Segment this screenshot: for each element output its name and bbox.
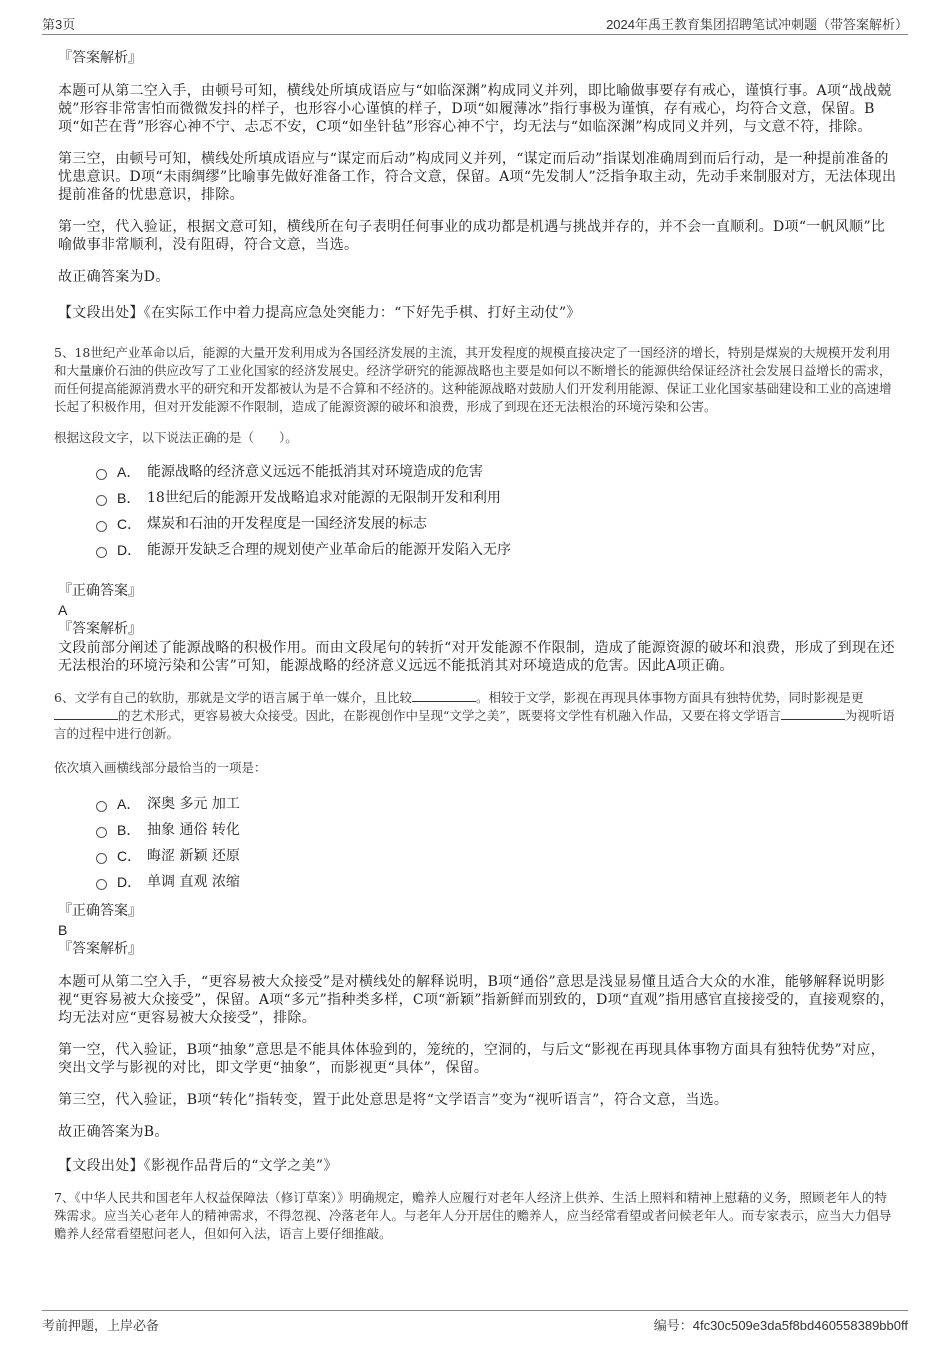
correct-answer: A (58, 602, 68, 618)
question-stem: 6、文学有自己的软肋，那就是文学的语言属于单一媒介，且比较 。相较于文学，影视在再现具体事物方面具有独特优势，同时影视是更的艺术形式，更容易被大众接受。因此，在影视创作中呈现“文学之美”，既要将文学性有机融入作品，又要在将文学语言 为视听语言的过程中进行创新。 (54, 690, 895, 741)
question-prompt: 根据这段文字，以下说法正确的是（ ）。 (54, 429, 298, 445)
correct-answer: B (58, 922, 68, 938)
option-list (96, 791, 898, 895)
source-citation: 【文段出处】《在实际工作中着力提高应急处突能力：“下好先手棋、打好主动仗”》 (58, 305, 581, 321)
radio-button[interactable] (96, 521, 107, 532)
source-citation: 【文段出处】《影视作品背后的“文学之美”》 (58, 1158, 338, 1174)
page-footer (42, 1310, 908, 1335)
question-stem: 5、18世纪产业革命以后，能源的大量开发利用成为各国经济发展的主流，其开发程度的规模直接决定了一国经济的增长，特别是煤炭的大规模开发利用和大量廉价石油的供应改写了工业化国家的经济发展史。经济学研究的能源战略也主要是如何以不断增长的能源供给保证经济社会发展日益增长的需求，而任何提高能源消费水平的研究和开发都被认为是不合算和不经济的。这种能源战略对鼓励人们开发利用能源、保证工业化国家基础建设和工业的高速增长起了积极作用，但对开发能源不作限制，造成了能源资源的破坏和浪费，形成了到现在还无法根治的环境污染和公害。 (54, 345, 892, 414)
analysis-paragraph: 本题可从第二空入手，由顿号可知，横线处所填成语应与“如临深渊”构成同义并列，即比喻做事要存有戒心，谨慎行事。A项“战战兢兢”形容非常害怕而微微发抖的样子，也形容小心谨慎的样子，D项“如履薄冰”指行事极为谨慎，存有戒心，均符合文意，保留。B项“如芒在背”形容心神不宁、忐忑不安，C项“如坐针毡”形容心神不宁，均无法与“如临深渊”构成同义并列，与文意不符，排除。 (58, 83, 892, 135)
radio-button[interactable] (96, 469, 107, 480)
analysis-label: 『答案解析』 (58, 50, 142, 66)
analysis-conclusion: 故正确答案为B。 (58, 1124, 169, 1140)
option-d[interactable]: D． 能源开发缺乏合理的规划使产业革命后的能源开发陷入无序 (96, 537, 898, 563)
analysis-label: 『答案解析』 (58, 621, 142, 637)
analysis-paragraph: 第三空，由顿号可知，横线处所填成语应与“谋定而后动”构成同义并列，“谋定而后动”指谋划准确周到而后行动，是一种提前准备的忧患意识。D项“未雨绸缪”比喻事先做好准备工作，符合文意，保留。A项“先发制人”泛指争取主动，先动手来制服对方，无法体现出提前准备的忧患意识，排除。 (58, 151, 897, 203)
fill-blank (781, 707, 845, 720)
question-prompt: 依次填入画横线部分最恰当的一项是： (54, 760, 267, 775)
footer-slogan: 考前押题，上岸必备 (42, 1318, 160, 1333)
analysis-paragraph: 文段前部分阐述了能源战略的积极作用。而由文段尾句的转折“对开发能源不作限制，造成了能源资源的破坏和浪费，形成了到现在还无法根治的环境污染和公害”可知，能源战略的经济意义远远不能抵消其对环境造成的危害。因此A项正确。 (58, 640, 895, 674)
option-b[interactable]: B． 抽象 通俗 转化 (96, 817, 898, 843)
fill-blank (412, 689, 476, 702)
option-c[interactable]: C． 煤炭和石油的开发程度是一国经济发展的标志 (96, 511, 898, 537)
option-list (96, 459, 898, 563)
fill-blank (54, 707, 118, 720)
document-id: 编号：4fc30c509e3da5f8bd460558389bb0ff (653, 1318, 908, 1333)
analysis-conclusion: 故正确答案为D。 (58, 269, 170, 285)
document-title: 2024年禹王教育集团招聘笔试冲刺题（带答案解析） (606, 17, 908, 32)
radio-button[interactable] (96, 879, 107, 890)
option-a[interactable]: A． 能源战略的经济意义远远不能抵消其对环境造成的危害 (96, 459, 898, 485)
option-c[interactable]: C． 晦涩 新颖 还原 (96, 843, 898, 869)
radio-button[interactable] (96, 801, 107, 812)
radio-button[interactable] (96, 827, 107, 838)
analysis-paragraph: 第三空，代入验证，B项“转化”指转变，置于此处意思是将“文学语言”变为“视听语言”，符合文意，当选。 (58, 1092, 729, 1108)
question-stem: 7、《中华人民共和国老年人权益保障法（修订草案）》明确规定，赡养人应履行对老年人经济上供养、生活上照料和精神上慰藉的义务，照顾老年人的特殊需求。应当关心老年人的精神需求，不得忽视、冷落老年人。与老年人分开居住的赡养人，应当经常看望或者问候老年人。而专家表示，应当大力倡导赡养人经常看望慰问老人，但如何入法，语言上要仔细推敲。 (54, 1190, 892, 1241)
page-header (42, 12, 908, 35)
radio-button[interactable] (96, 547, 107, 558)
option-a[interactable]: A． 深奥 多元 加工 (96, 791, 898, 817)
radio-button[interactable] (96, 495, 107, 506)
radio-button[interactable] (96, 853, 107, 864)
analysis-paragraph: 第一空，代入验证，根据文意可知，横线所在句子表明任何事业的成功都是机遇与挑战并存的，并不会一直顺利。D项“一帆风顺”比喻做事非常顺利，没有阻碍，符合文意，当选。 (58, 219, 886, 253)
page-number: 第3页 (42, 17, 76, 32)
correct-answer-label: 『正确答案』 (58, 903, 142, 919)
document-body (56, 46, 898, 1256)
analysis-paragraph: 第一空，代入验证，B项“抽象”意思是不能具体体验到的，笼统的，空洞的，与后文“影视在再现具体事物方面具有独特优势”对应，突出文学与影视的对比，即文学更“抽象”，而影视更“具体”，保留。 (58, 1042, 885, 1076)
correct-answer-label: 『正确答案』 (58, 583, 142, 599)
analysis-label: 『答案解析』 (58, 941, 142, 957)
option-d[interactable]: D． 单调 直观 浓缩 (96, 869, 898, 895)
option-b[interactable]: B． 18世纪后的能源开发战略追求对能源的无限制开发和利用 (96, 485, 898, 511)
analysis-paragraph: 本题可从第二空入手，“更容易被大众接受”是对横线处的解释说明，B项“通俗”意思是浅显易懂且适合大众的水准，能够解释说明影视“更容易被大众接受”，保留。A项“多元”指种类多样，C项“新颖”指新鲜而别致的，D项“直观”指用感官直接接受的，直接观察的，均无法对应“更容易被大众接受”，排除。 (58, 974, 895, 1026)
